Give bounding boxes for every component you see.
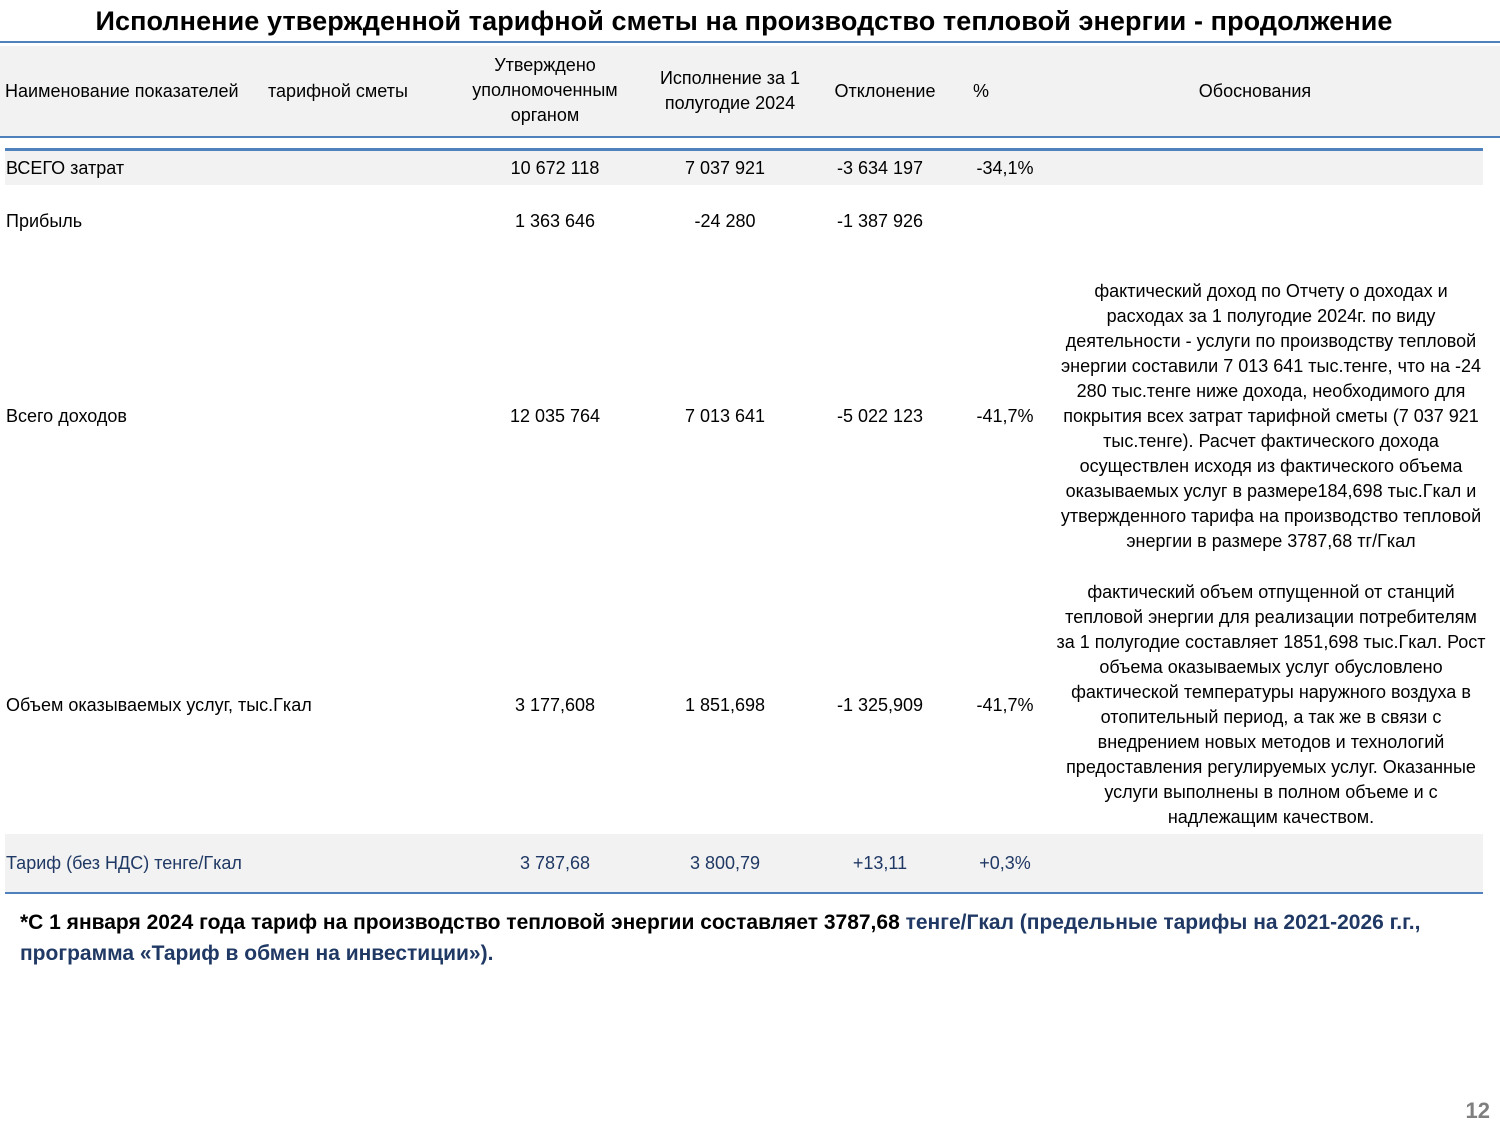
header-divider [0, 136, 1500, 138]
table-cell-deviation: -1 387 926 [836, 210, 924, 231]
table-cell-name: Объем оказываемых услуг, тыс.Гкал [6, 694, 312, 715]
page-title: Исполнение утвержденной тарифной сметы на производство тепловой энергии - продолжение [95, 6, 1393, 36]
title-divider [0, 41, 1500, 43]
table-cell-approved: 10 672 118 [510, 157, 600, 178]
table-cell-actual: -24 280 [694, 210, 756, 231]
table-cell-deviation: +13,11 [852, 852, 908, 873]
table-cell-percent: -34,1% [976, 157, 1034, 178]
header-name-2: тарифной сметы [268, 80, 408, 101]
table-cell-percent: +0,3% [979, 852, 1031, 873]
table-bottom-rule [5, 892, 1483, 894]
table-cell-approved: 1 363 646 [514, 210, 596, 231]
table-cell-reason: фактический доход по Отчету о доходах и расходах за 1 полугодие 2024г. по виду деятельности - услуги по производству тепловой энергии составили 7 013 641 тыс.тенге, что на -24 280 тыс.тенге ниже дохода, необходимого для покрытия всех затрат тарифной сметы (7 037 921 тыс.тенге). Расчет фактического дохода осуществлен исходя из фактического объема оказываемых услуг в размере184,698 тыс.Гкал и утвержденного тарифа на производство тепловой энергии в размере 3787,68 тг/Гкал [1060, 280, 1482, 551]
header-name: Наименование показателей [5, 80, 239, 101]
table-cell-name: Прибыль [6, 210, 83, 231]
table-cell-actual: 3 800,79 [689, 852, 761, 873]
table-cell-name: ВСЕГО затрат [6, 157, 125, 178]
header-actual: Исполнение за 1 полугодие 2024 [659, 67, 801, 113]
table-cell-approved: 3 787,68 [519, 852, 591, 873]
header-reason: Обоснования [1198, 80, 1312, 101]
page-number: 12 [1465, 1098, 1490, 1123]
table-cell-name: Тариф (без НДС) тенге/Гкал [6, 852, 242, 873]
header-approved: Утверждено уполномоченным органом [472, 55, 618, 125]
table-cell-actual: 7 037 921 [684, 157, 766, 178]
table-cell-actual: 7 013 641 [684, 405, 766, 426]
table-cell-deviation: -3 634 197 [836, 157, 924, 178]
table-cell-deviation: -5 022 123 [836, 405, 924, 426]
table-cell-deviation: -1 325,909 [836, 694, 924, 715]
header-deviation: Отклонение [834, 80, 936, 101]
table-cell-reason: фактический объем отпущенной от станций тепловой энергии для реализации потребителям за 1 полугодие составляет 1851,698 тыс.Гкал. Рост объема оказываемых услуг обусловлено фактической температуры наружного воздуха в отопительный период, а так же в связи с внедрением новых методов и технологий предоставления регулируемых услуг. Оказанные услуги выполнены в полном объеме и с надлежащим качеством. [1056, 582, 1486, 827]
footnote-part-2: тенге/Гкал (предельные тарифы на 2021-2026 г.г., программа «Тариф в обмен на инвестиции»). [20, 911, 1421, 965]
footnote [20, 907, 1490, 969]
table-cell-actual: 1 851,698 [684, 694, 766, 715]
table-cell-percent: -41,7% [976, 694, 1034, 715]
table-cell-name: Всего доходов [6, 405, 127, 426]
footnote-part-1: *С 1 января 2024 года тариф на производство тепловой энергии составляет 3787,68 [20, 911, 906, 934]
table-cell-approved: 3 177,608 [514, 694, 596, 715]
table-cell-approved: 12 035 764 [509, 405, 601, 426]
header-percent: % [972, 80, 989, 101]
table-cell-percent: -41,7% [976, 405, 1034, 426]
